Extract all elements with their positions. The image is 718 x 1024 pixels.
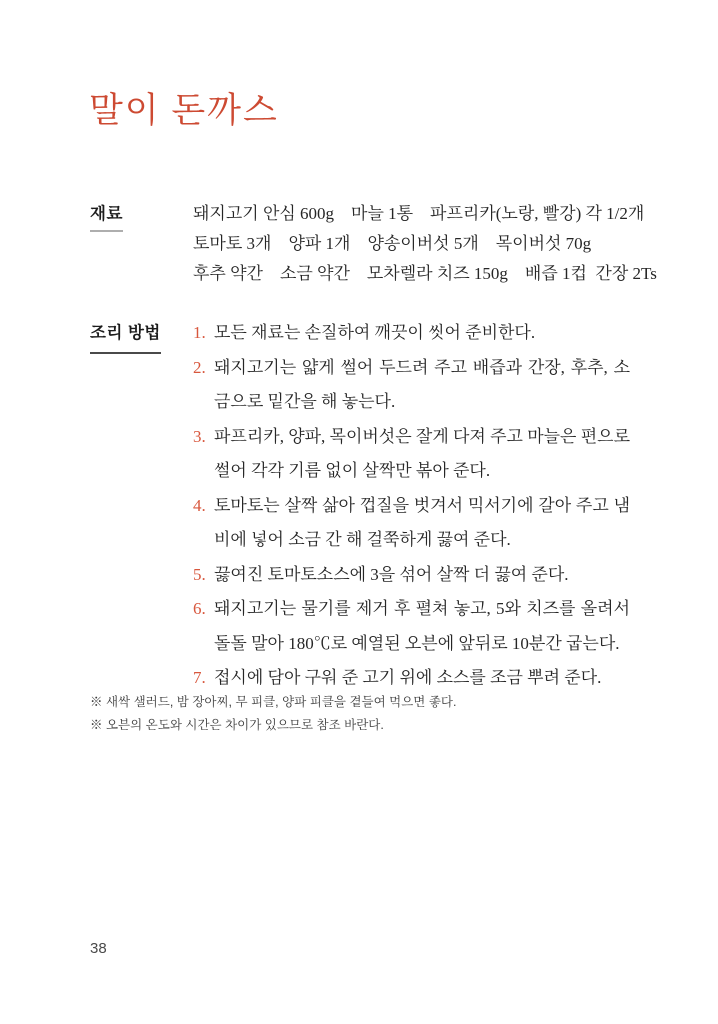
recipe-step: [193, 592, 630, 661]
step-number: 5.: [193, 564, 206, 584]
recipe-step: [193, 489, 630, 558]
recipe-step: [193, 558, 630, 593]
recipe-step: [193, 351, 630, 420]
page-title: 말이 돈까스: [89, 91, 279, 130]
ingredient-line: 돼지고기 안심 600g 마늘 1통 파프리카(노랑, 빨강) 각 1/2개: [193, 204, 645, 223]
step-number: 4.: [193, 495, 206, 515]
step-number: 2.: [193, 357, 206, 377]
method-steps: [193, 316, 630, 696]
footnote-line: ※ 오븐의 온도와 시간은 차이가 있으므로 참조 바란다.: [90, 717, 384, 732]
ingredient-line: 후추 약간 소금 약간 모차렐라 치즈 150g 배즙 1컵 간장 2Ts: [193, 264, 657, 283]
step-text: 모든 재료는 손질하여 깨끗이 씻어 준비한다.: [214, 323, 536, 342]
ingredients-label-column: [90, 199, 193, 232]
step-text: 돼지고기는 얇게 썰어 두드려 주고 배즙과 간장, 후추, 소금으로 밑간을 해 놓는다.: [214, 357, 630, 411]
step-number: 3.: [193, 426, 206, 446]
step-text: 끓여진 토마토소스에 3을 섞어 살짝 더 끓여 준다.: [214, 564, 569, 584]
step-text: 접시에 담아 구워 준 고기 위에 소스를 조금 뿌려 준다.: [214, 668, 602, 687]
step-number: 6.: [193, 599, 206, 618]
method-label-column: [90, 316, 193, 354]
recipe-step: [193, 420, 630, 489]
step-text: 돼지고기는 물기를 제거 후 펼쳐 놓고, 5와 치즈를 올려서 돌돌 말아 180℃로 예열된 오븐에 앞뒤로 10분간 굽는다.: [214, 599, 630, 653]
step-text: 파프리카, 양파, 목이버섯은 잘게 다져 주고 마늘은 편으로 썰어 각각 기름 없이 살짝만 볶아 준다.: [214, 426, 630, 480]
page-number: 38: [90, 940, 107, 957]
step-number: 7.: [193, 668, 206, 687]
recipe-step: [193, 316, 630, 351]
method-label: 조리 방법: [90, 316, 161, 354]
step-number: 1.: [193, 323, 206, 342]
footnote-line: ※ 새싹 샐러드, 밤 장아찌, 무 피클, 양파 피클을 곁들여 먹으면 좋다.: [90, 695, 457, 709]
ingredients-section: [90, 199, 657, 289]
ingredients-label: 재료: [90, 199, 123, 232]
ingredients-list: [193, 199, 657, 289]
step-text: 토마토는 살짝 삶아 껍질을 벗겨서 믹서기에 갈아 주고 냄비에 넣어 소금 간 해 걸쭉하게 끓여 준다.: [214, 495, 630, 549]
ingredient-line: 토마토 3개 양파 1개 양송이버섯 5개 목이버섯 70g: [193, 234, 592, 253]
footnotes: [90, 691, 560, 736]
method-section: [90, 316, 630, 696]
